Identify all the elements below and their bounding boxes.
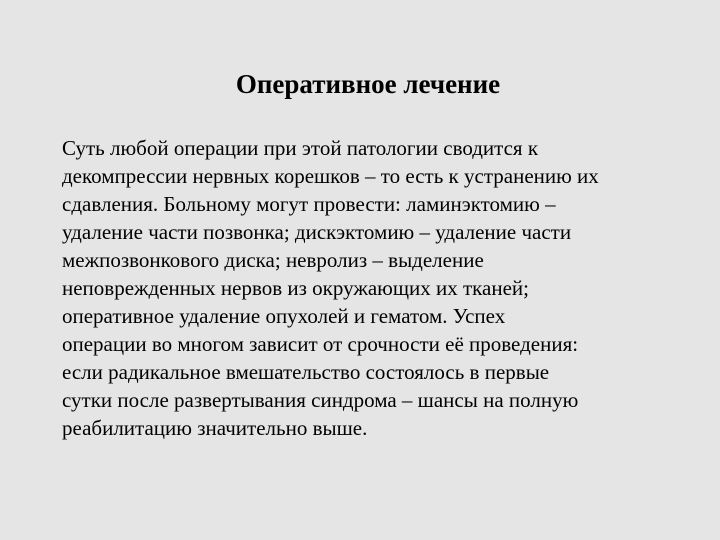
body-line: неповрежденных нервов из окружающих их тканей; — [62, 276, 529, 300]
body-line: операции во многом зависит от срочности её проведения: — [62, 332, 579, 356]
body-line: реабилитацию значительно выше. — [62, 416, 368, 440]
body-line: удаление части позвонка; дискэктомию – удаление части — [62, 220, 572, 244]
body-line: сутки после развертывания синдрома – шансы на полную — [62, 388, 579, 412]
slide-title: Оперативное лечение — [235, 69, 501, 99]
body-line: Суть любой операции при этой патологии сводится к — [62, 136, 539, 160]
slide-body-text — [62, 134, 720, 442]
body-line: межпозвонкового диска; невролиз – выделение — [62, 248, 484, 272]
body-line: оперативное удаление опухолей и гематом. Успех — [62, 304, 506, 328]
body-line: декомпрессии нервных корешков – то есть к устранению их — [62, 164, 599, 188]
body-line: если радикальное вмешательство состоялось в первые — [62, 360, 550, 384]
body-line: сдавления. Больному могут провести: ламинэктомию – — [62, 192, 556, 216]
